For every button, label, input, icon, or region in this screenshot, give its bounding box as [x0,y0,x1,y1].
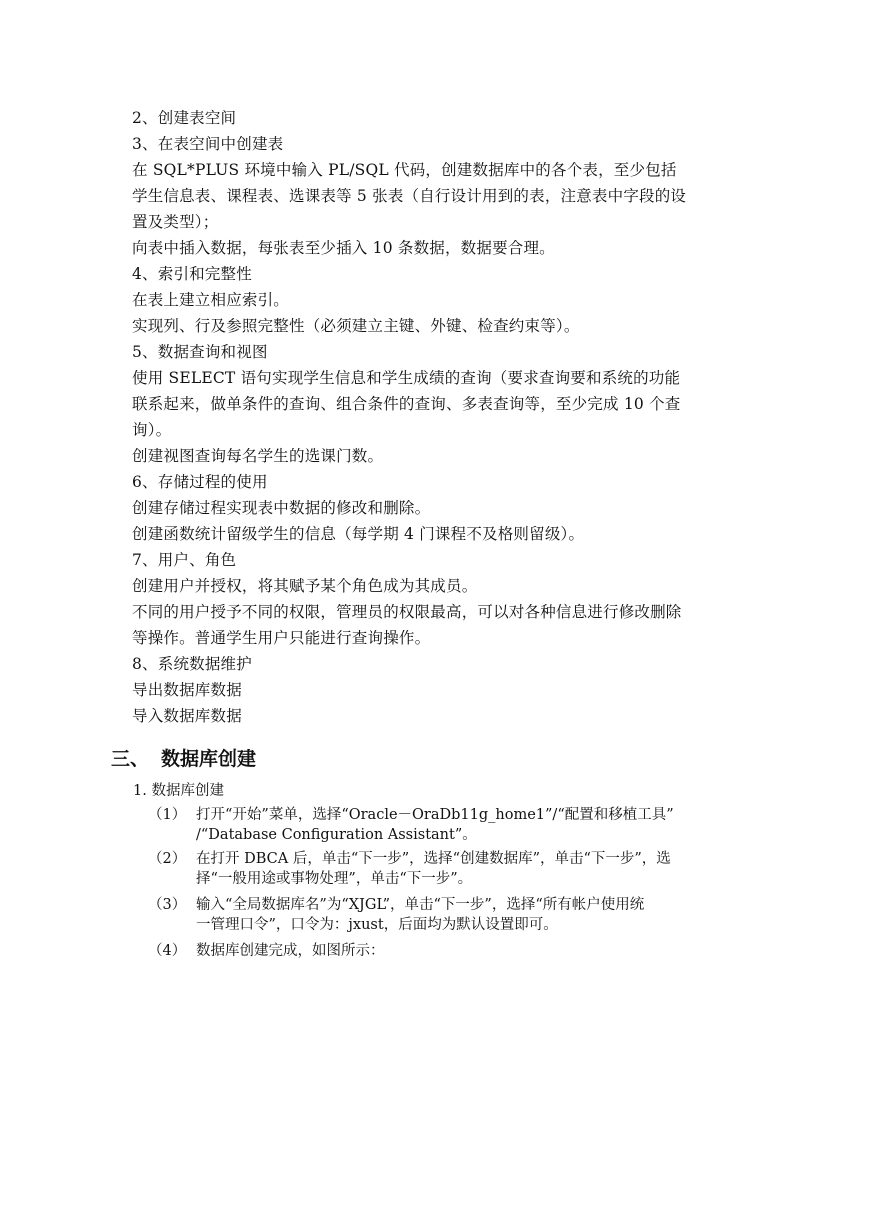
paragraph-line: 向表中插入数据，每张表至少插入 10 条数据，数据要合理。 [132,239,555,257]
section-heading [111,746,256,772]
step-marker: （2） [148,851,187,867]
heading-create-tablespace: 2、创建表空间 [132,109,237,127]
paragraph-line: 在表上建立相应索引。 [132,291,290,309]
paragraph-line: 在 SQL*PLUS 环境中输入 PL/SQL 代码，创建数据库中的各个表，至少包括 [132,161,677,179]
paragraph-line: 创建用户并授权，将其赋予某个角色成为其成员。 [132,577,478,595]
paragraph-line: 不同的用户授予不同的权限，管理员的权限最高，可以对各种信息进行修改删除 [132,603,682,621]
step-item [148,895,788,935]
step-text-line: 输入“全局数据库名”为“XJGL”，单击“下一步”，选择“所有帐户使用统 [196,897,645,913]
paragraph-line: 学生信息表、课程表、选课表等 5 张表（自行设计用到的表，注意表中字段的设 [132,187,687,205]
paragraph-line: 询）。 [132,421,172,439]
paragraph-line: 导入数据库数据 [132,707,242,725]
heading-data-maintenance: 8、系统数据维护 [132,655,252,673]
heading-users-roles: 7、用户、角色 [132,551,237,569]
paragraph-line: 等操作。普通学生用户只能进行查询操作。 [132,629,431,647]
heading-index-integrity: 4、索引和完整性 [132,265,252,283]
heading-stored-procedures: 6、存储过程的使用 [132,473,268,491]
paragraph-line: 创建视图查询每名学生的选课门数。 [132,447,384,465]
paragraph-line: 创建存储过程实现表中数据的修改和删除。 [132,499,431,517]
subsection-heading: 1. 数据库创建 [133,783,224,799]
step-text-line: /“Database Configuration Assistant”。 [196,827,477,843]
paragraph-line: 置及类型）； [132,213,219,231]
heading-create-tables: 3、在表空间中创建表 [132,135,284,153]
paragraph-line: 使用 SELECT 语句实现学生信息和学生成绩的查询（要求查询要和系统的功能 [132,369,681,387]
step-text-line: 在打开 DBCA 后，单击“下一步”，选择“创建数据库”，单击“下一步”，选 [196,851,671,867]
paragraph-line: 创建函数统计留级学生的信息（每学期 4 门课程不及格则留级）。 [132,525,585,543]
step-text-line: 数据库创建完成，如图所示： [196,943,385,959]
step-marker: （4） [148,943,187,959]
section-title: 数据库创建 [161,748,257,770]
heading-query-views: 5、数据查询和视图 [132,343,268,361]
section-number: 三、 [111,748,150,770]
step-text-line: 打开“开始”菜单，选择“Oracle－OraDb11g_home1”/“配置和移植工具” [196,807,674,823]
step-marker: （3） [148,897,187,913]
step-marker: （1） [148,807,187,823]
step-item [148,805,788,845]
paragraph-line: 联系起来，做单条件的查询、组合条件的查询、多表查询等，至少完成 10 个查 [132,395,681,413]
step-item [148,849,788,889]
step-text-line: 一管理口令”，口令为：jxust，后面均为默认设置即可。 [196,917,558,933]
step-text-line: 择“一般用途或事物处理”，单击“下一步”。 [196,871,473,887]
paragraph-line: 导出数据库数据 [132,681,242,699]
paragraph-line: 实现列、行及参照完整性（必须建立主键、外键、检查约束等）。 [132,317,580,335]
step-item [148,941,788,961]
